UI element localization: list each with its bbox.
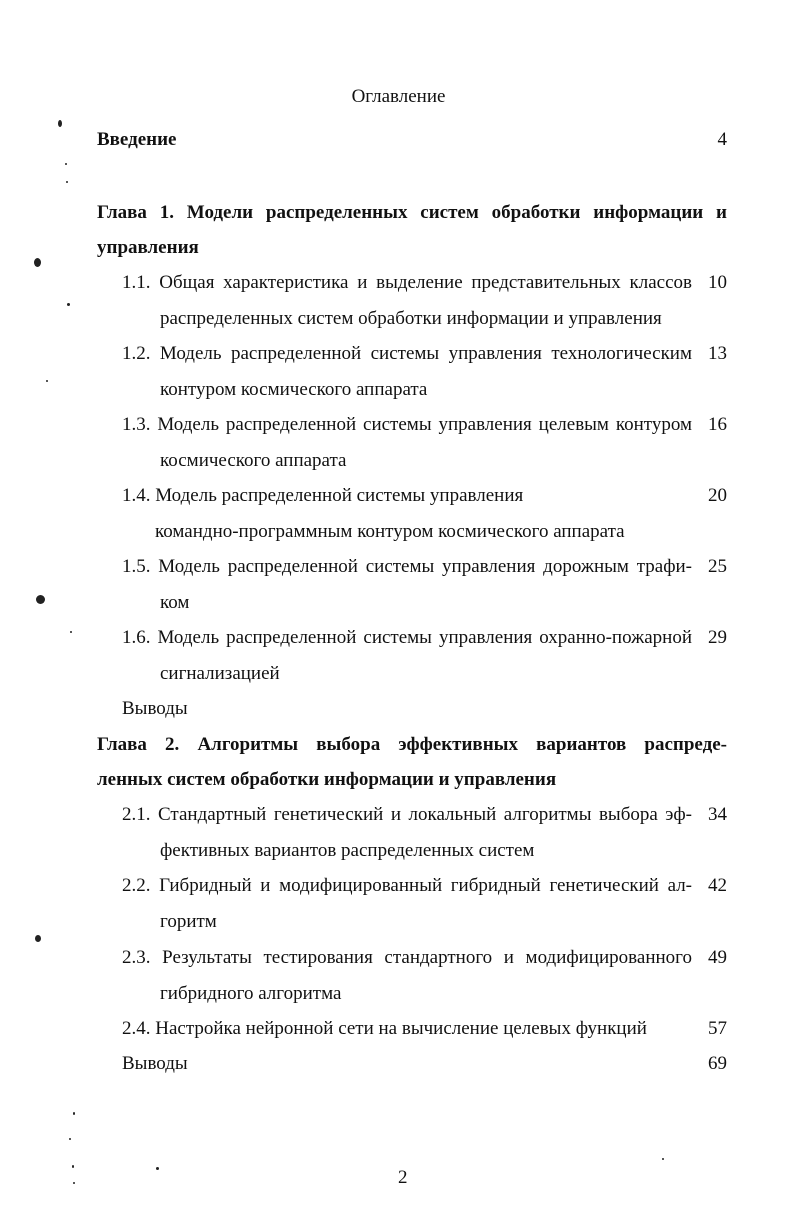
scan-speck (66, 181, 68, 183)
toc-item-1-3-page: 16 (708, 414, 727, 435)
scan-speck (70, 631, 72, 633)
toc-item-2-1-line1: 2.1. Стандартный генетический и локальный алгоритмы выбора эф- (122, 804, 692, 825)
toc-item-1-1-line1: 1.1. Общая характеристика и выделение представительных классов (122, 272, 692, 293)
toc-item-2-4-page: 57 (708, 1018, 727, 1039)
toc-item-2-2-line2: горитм (160, 911, 217, 932)
toc-item-1-4-line2: командно-программным контуром космического аппарата (155, 521, 625, 542)
page-number: 2 (398, 1167, 408, 1188)
scan-speck (67, 303, 70, 306)
scan-speck (34, 258, 41, 267)
scan-speck (73, 1182, 75, 1184)
toc-item-1-5-page: 25 (708, 556, 727, 577)
scan-speck (65, 163, 67, 165)
toc-item-2-3-line2: гибридного алгоритма (160, 983, 342, 1004)
scan-speck (69, 1138, 71, 1140)
toc-item-2-2-page: 42 (708, 875, 727, 896)
scan-speck (73, 1112, 75, 1115)
scan-speck (662, 1158, 664, 1160)
toc-item-2-1-page: 34 (708, 804, 727, 825)
scan-speck (58, 120, 62, 127)
toc-item-1-4-page: 20 (708, 485, 727, 506)
toc-item-2-3-line1: 2.3. Результаты тестирования стандартного и модифицированного (122, 947, 692, 968)
toc-item-1-1-line2: распределенных систем обработки информации и управления (160, 308, 662, 329)
toc-item-1-5-line2: ком (160, 592, 190, 613)
scan-speck (156, 1167, 159, 1170)
toc-intro-page: 4 (717, 129, 727, 150)
toc-item-2-3-page: 49 (708, 947, 727, 968)
toc-item-1-6-line1: 1.6. Модель распределенной системы управления охранно-пожарной (122, 627, 692, 648)
toc-item-1-2-line2: контуром космического аппарата (160, 379, 428, 400)
scan-speck (46, 380, 48, 382)
page-title: Оглавление (351, 86, 446, 107)
chapter1-conclusions: Выводы (122, 698, 188, 719)
toc-intro-label: Введение (97, 129, 177, 150)
toc-item-1-3-line1: 1.3. Модель распределенной системы управления целевым контуром (122, 414, 692, 435)
toc-item-1-6-page: 29 (708, 627, 727, 648)
scan-speck (72, 1165, 74, 1168)
toc-item-1-5-line1: 1.5. Модель распределенной системы управления дорожным трафи- (122, 556, 692, 577)
chapter1-title-line1: Глава 1. Модели распределенных систем обработки информации и (97, 202, 727, 223)
toc-item-1-3-line2: космического аппарата (160, 450, 347, 471)
chapter2-title-line2: ленных систем обработки информации и управления (97, 769, 557, 790)
chapter2-title-line1: Глава 2. Алгоритмы выбора эффективных вариантов распреде- (97, 734, 727, 755)
chapter2-conclusions-page: 69 (708, 1053, 727, 1074)
toc-item-1-1-page: 10 (708, 272, 727, 293)
toc-item-1-2-page: 13 (708, 343, 727, 364)
chapter2-conclusions: Выводы (122, 1053, 188, 1074)
chapter1-title-line2: управления (97, 237, 199, 258)
toc-item-1-4-line1: 1.4. Модель распределенной системы управления (122, 485, 524, 506)
toc-item-2-1-line2: фективных вариантов распределенных систем (160, 840, 535, 861)
toc-item-1-2-line1: 1.2. Модель распределенной системы управления технологическим (122, 343, 692, 364)
scan-speck (36, 595, 45, 604)
scan-speck (35, 935, 41, 942)
toc-item-1-6-line2: сигнализацией (160, 663, 280, 684)
toc-item-2-2-line1: 2.2. Гибридный и модифицированный гибридный генетический ал- (122, 875, 692, 896)
toc-item-2-4-line1: 2.4. Настройка нейронной сети на вычисление целевых функций (122, 1018, 647, 1039)
